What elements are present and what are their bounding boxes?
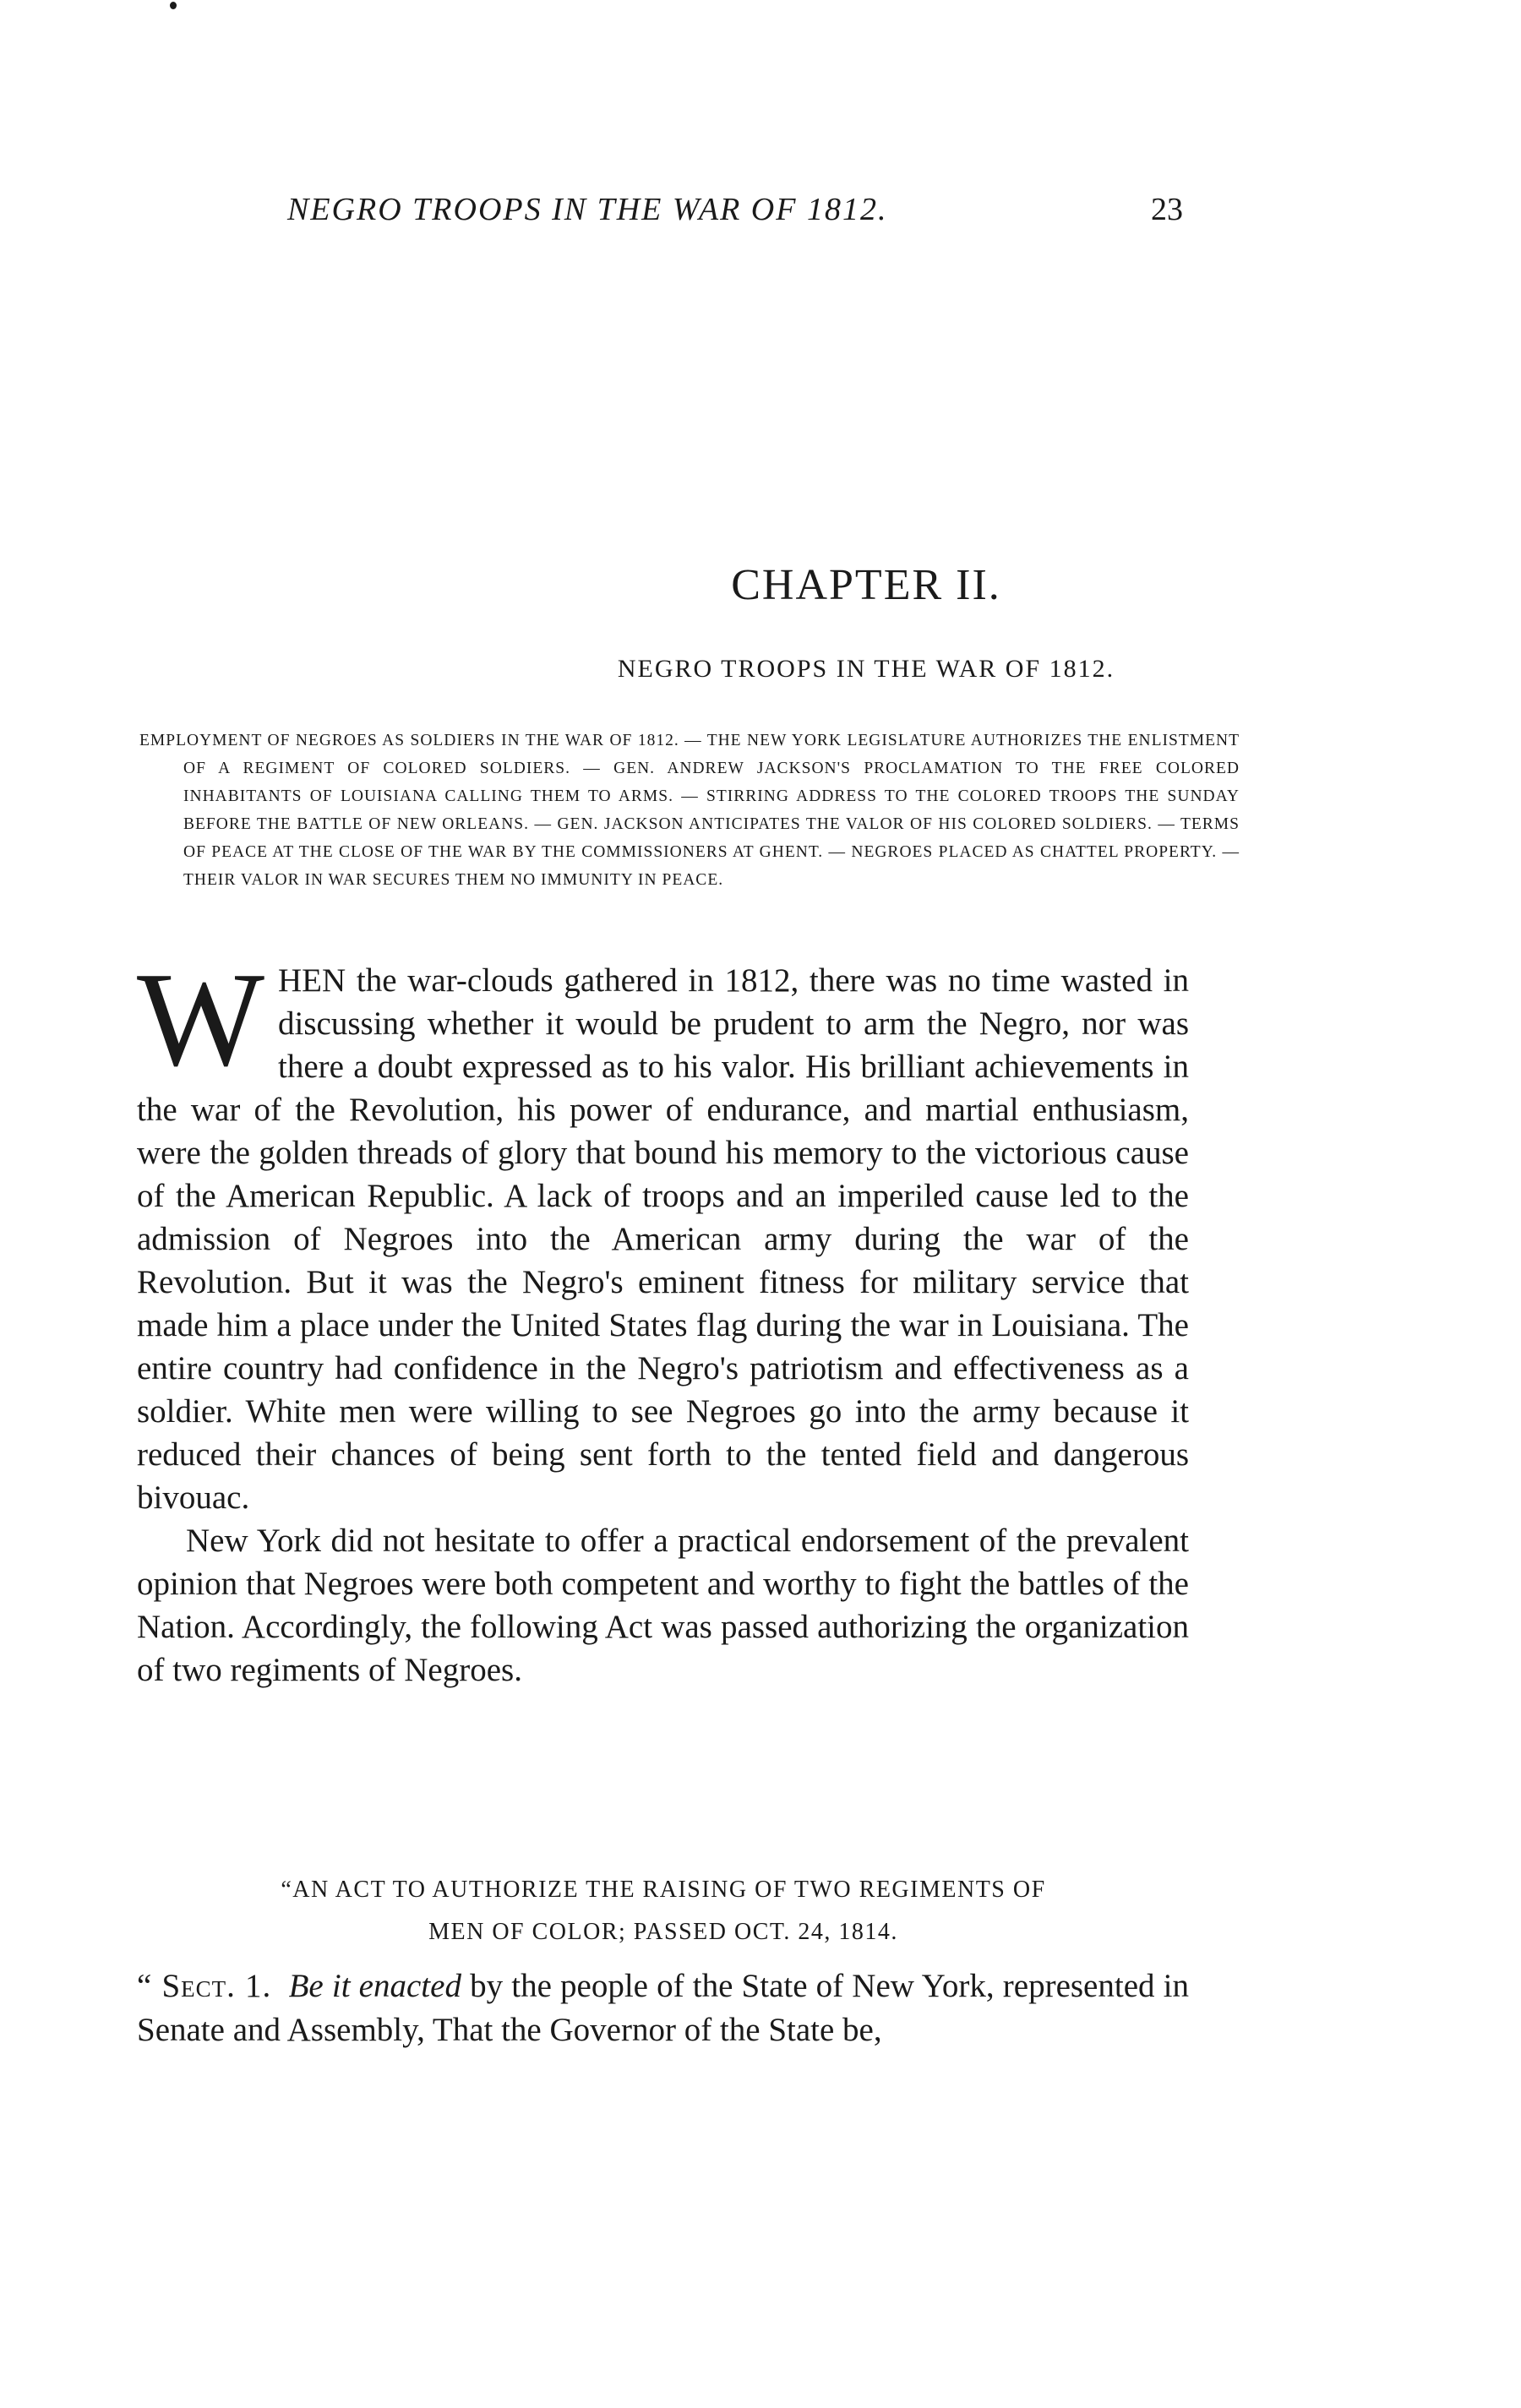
chapter-synopsis: EMPLOYMENT OF NEGROES AS SOLDIERS IN THE WAR OF 1812. — THE NEW YORK LEGISLATURE AUTHORIZES THE ENLISTMENT OF A REGIMENT OF COLORED SOLDIERS. — GEN. ANDREW JACKSON'S PROCLAMATION TO THE FREE COLORED INHABITANTS OF LOUISIANA CALLING THEM TO ARMS. — STIRRING ADDRESS TO THE COLORED TROOPS THE SUNDAY BEFORE THE BATTLE OF NEW ORLEANS. — GEN. JACKSON ANTICIPATES THE VALOR OF HIS COLORED SOLDIERS. — TERMS OF PEACE AT THE CLOSE OF THE WAR BY THE COMMISSIONERS AT GHENT. — NEGROES PLACED AS CHATTEL PROPERTY. — THEIR VALOR IN WAR SECURES THEM NO IMMUNITY IN PEACE. (139, 732, 1240, 889)
enacted-phrase: Be it enacted (288, 1968, 461, 2004)
running-title: NEGRO TROOPS IN THE WAR OF 1812. (287, 192, 888, 227)
act-heading (135, 1869, 1191, 1953)
section-text: by the people of the State of New York, represented in Senate and Assembly, That the Governor of the State be, (137, 1968, 1189, 2048)
act-heading-line-2: MEN OF COLOR; PASSED OCT. 24, 1814. (428, 1919, 898, 1945)
ink-speck (170, 2, 177, 9)
body-text (137, 944, 1189, 1692)
running-head (135, 191, 1183, 242)
act-section-1 (137, 1964, 1189, 2052)
drop-cap: W (137, 944, 265, 1094)
chapter-title: CHAPTER II. (731, 561, 1001, 609)
section-label: “ Sect. 1. (137, 1968, 272, 2004)
paragraph-1-text: HEN the war-clouds gathered in 1812, there was no time wasted in discussing whether it would be prudent to arm the Negro, nor was there a doubt expressed as to his valor. His brilliant achievements in the war of the Revolution, his power of endurance, and martial enthusiasm, were the golden threads of glory that bound his memory to the victorious cause of the American Republic. A lack of troops and an imperiled cause led to the admission of Negroes into the American army during the war of the Revolution. But it was the Negro's eminent fitness for military service that made him a place under the United States flag during the war in Louisiana. The entire country had confidence in the Negro's patriotism and effectiveness as a soldier. White men were willing to see Negroes go into the army because it reduced their chances of being sent forth to the tented field and dangerous bivouac. (137, 962, 1189, 1516)
paragraph-2: New York did not hesitate to offer a practical endorsement of the prevalent opinion that Negroes were both competent and worthy to fight the battles of the Nation. Accordingly, the following Act was passed authorizing the organization of two regiments of Negroes. (137, 1523, 1189, 1688)
page-number: 23 (1151, 192, 1183, 227)
act-heading-line-1: “AN ACT TO AUTHORIZE THE RAISING OF TWO REGIMENTS OF (281, 1877, 1046, 1903)
chapter-subtitle: NEGRO TROOPS IN THE WAR OF 1812. (617, 655, 1115, 683)
paragraph-1 (137, 944, 1189, 1519)
